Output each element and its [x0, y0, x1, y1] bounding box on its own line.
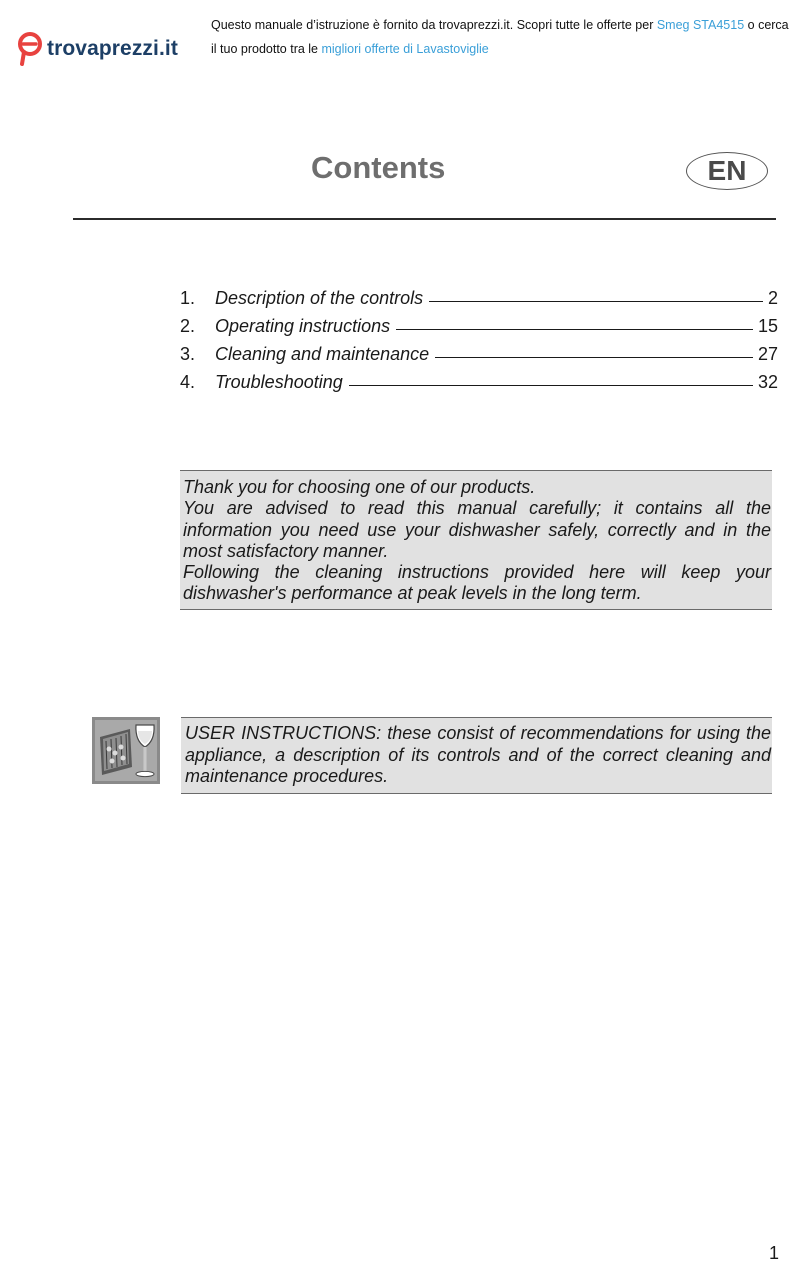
trovaprezzi-logo[interactable]: [17, 31, 178, 67]
intro-paragraph: You are advised to read this manual carefully; it contains all the information you need use your dishwasher safely, correctly and in the most satisfactory manner.: [183, 498, 771, 561]
logo-text: trovaprezzi.it: [47, 37, 178, 60]
toc-entry: [180, 288, 778, 316]
banner-text: Questo manuale d’istruzione è fornito da trovaprezzi.it. Scopri tutte le offerte per: [211, 18, 657, 32]
toc-page: 27: [757, 344, 778, 364]
toc-number: 3.: [180, 344, 196, 364]
toc-leader: [429, 301, 763, 302]
title-divider: [73, 218, 776, 220]
banner-text: o cerca: [744, 18, 789, 32]
toc-leader: [349, 385, 753, 386]
toc-title: Troubleshooting: [215, 372, 343, 392]
toc-number: 2.: [180, 316, 196, 336]
banner-line-1: [211, 18, 789, 32]
toc-number: 4.: [180, 372, 196, 392]
toc-page: 15: [757, 316, 778, 336]
toc-entry: [180, 372, 778, 400]
category-link[interactable]: migliori offerte di Lavastoviglie: [321, 42, 489, 56]
toc-title: Cleaning and maintenance: [215, 344, 430, 364]
toc-leader: [435, 357, 753, 358]
language-badge: EN: [686, 152, 768, 190]
page-title: Contents: [311, 150, 446, 185]
table-of-contents: [180, 288, 778, 400]
user-instructions-box: USER INSTRUCTIONS: these consist of recommendations for using the appliance, a description of its controls and of the correct cleaning and maintenance procedures.: [181, 717, 772, 794]
banner-line-2: [211, 42, 489, 56]
price-tag-logo-icon: [17, 31, 43, 67]
toc-entry: [180, 316, 778, 344]
banner-text: il tuo prodotto tra le: [211, 42, 322, 56]
toc-page: 32: [757, 372, 778, 392]
toc-leader: [396, 329, 753, 330]
toc-entry: [180, 344, 778, 372]
intro-paragraph: Thank you for choosing one of our products.: [183, 477, 536, 497]
intro-paragraph: Following the cleaning instructions provided here will keep your dishwasher's performance at peak levels in the long term.: [183, 562, 771, 604]
dishwasher-glass-icon: [92, 717, 160, 784]
intro-box: [180, 470, 772, 610]
toc-title: Description of the controls: [215, 288, 424, 308]
toc-title: Operating instructions: [215, 316, 391, 336]
toc-page: 2: [767, 288, 778, 308]
product-link[interactable]: Smeg STA4515: [656, 18, 745, 32]
toc-number: 1.: [180, 288, 196, 308]
page-number: 1: [769, 1243, 780, 1263]
